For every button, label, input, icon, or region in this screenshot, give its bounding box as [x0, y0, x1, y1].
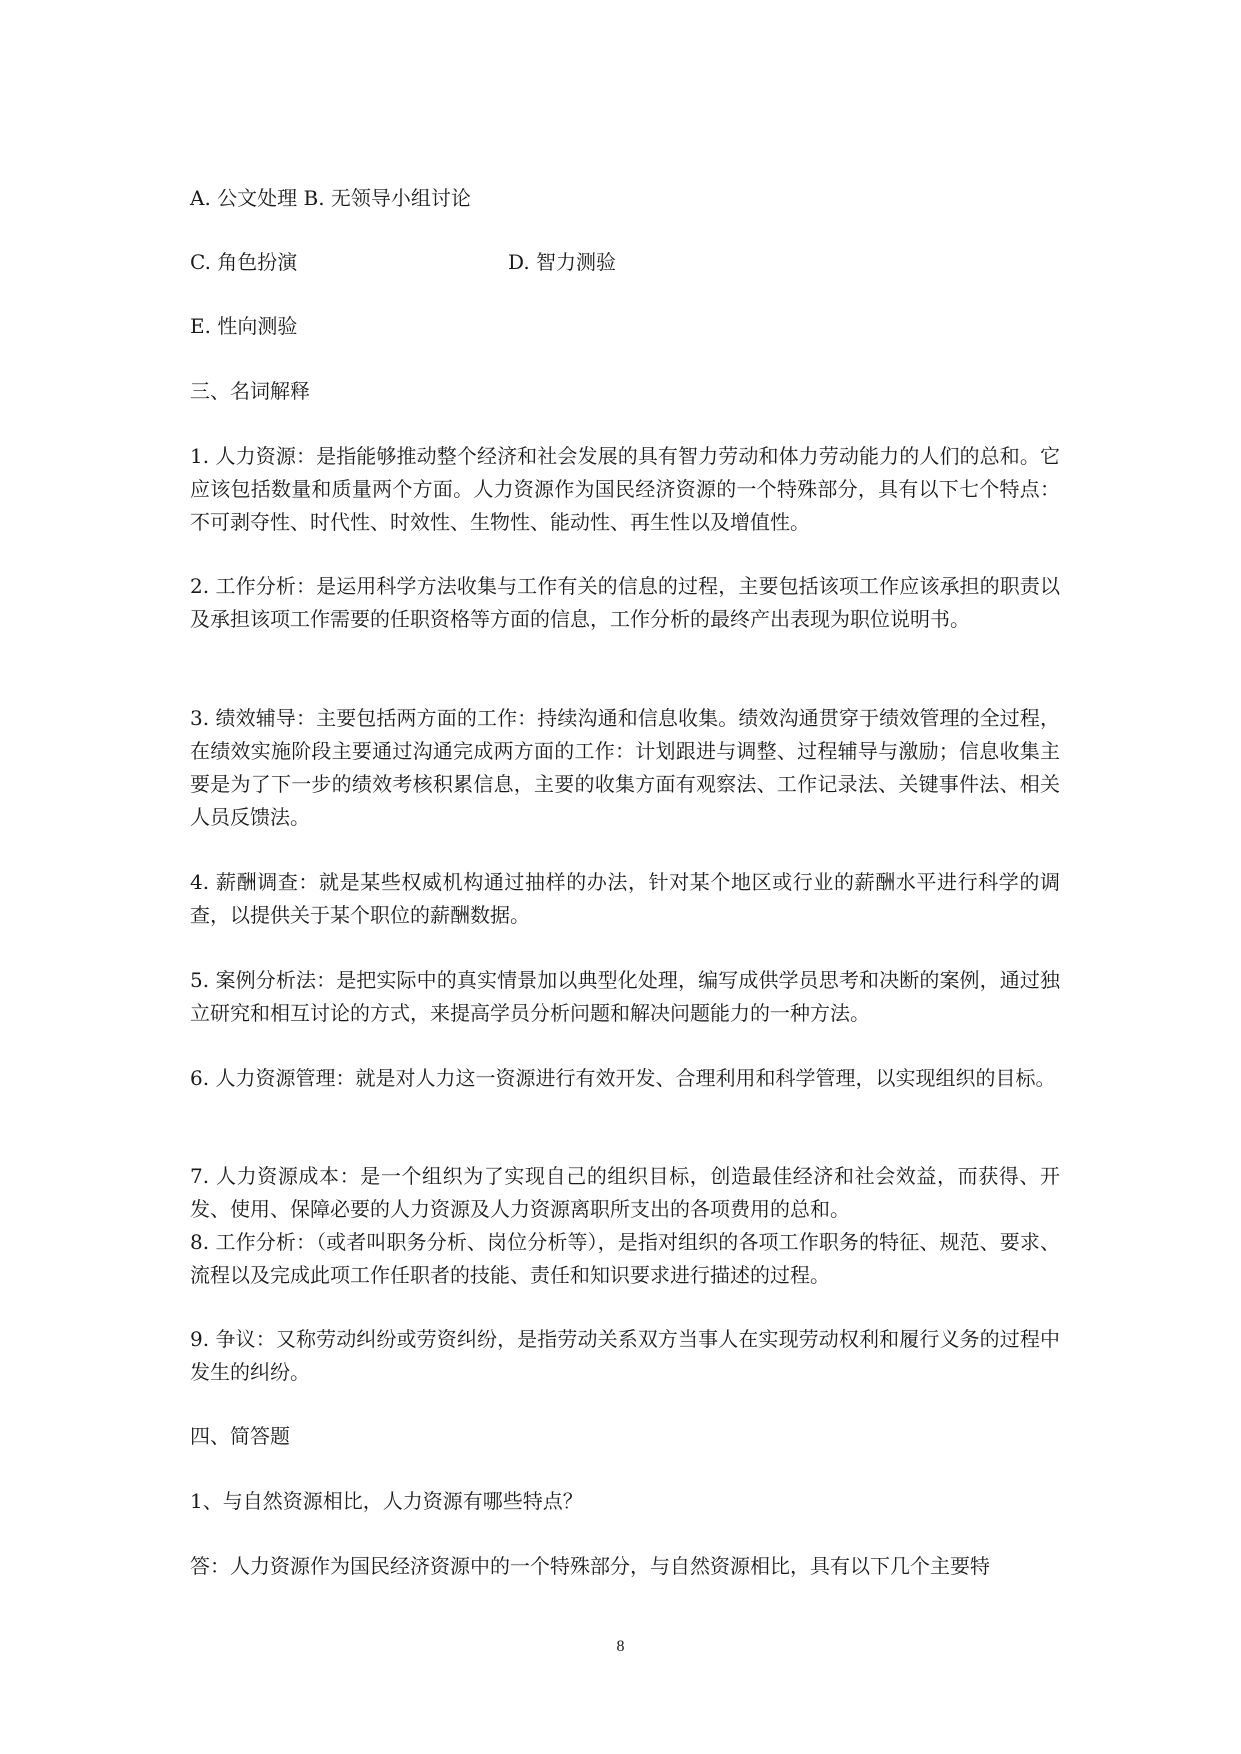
term-item-5: 5. 案例分析法：是把实际中的真实情景加以典型化处理，编写成供学员思考和决断的案例，通过独立研究和相互讨论的方式，来提高学员分析问题和解决问题能力的一种方法。: [190, 968, 1060, 1025]
term-item-6: 6. 人力资源管理：就是对人力这一资源进行有效开发、合理利用和科学管理，以实现组织的目标。: [190, 1066, 1056, 1090]
question-1: 1、与自然资源相比，人力资源有哪些特点？: [190, 1489, 583, 1513]
option-e: E. 性向测验: [190, 314, 298, 338]
answer-1: 答：人力资源作为国民经济资源中的一个特殊部分，与自然资源相比，具有以下几个主要特: [190, 1554, 990, 1578]
term-item-8: 8. 工作分析：（或者叫职务分析、岗位分析等），是指对组织的各项工作职务的特征、规范、要求、流程以及完成此项工作任职者的技能、责任和知识要求进行描述的过程。: [190, 1230, 1060, 1287]
term-item-9: 9. 争议：又称劳动纠纷或劳资纠纷，是指劳动关系双方当事人在实现劳动权利和履行义务的过程中发生的纠纷。: [190, 1327, 1060, 1384]
term-item-7: 7. 人力资源成本：是一个组织为了实现自己的组织目标，创造最佳经济和社会效益，而获得、开发、使用、保障必要的人力资源及人力资源离职所支出的各项费用的总和。: [190, 1164, 1060, 1221]
option-a-b: A. 公文处理 B. 无领导小组讨论: [190, 186, 471, 210]
page-number: 8: [616, 1638, 625, 1655]
term-item-1: 1. 人力资源：是指能够推动整个经济和社会发展的具有智力劳动和体力劳动能力的人们的总和。它应该包括数量和质量两个方面。人力资源作为国民经济资源的一个特殊部分，具有以下七个特点：不可剥夺性、时代性、时效性、生物性、能动性、再生性以及增值性。: [190, 444, 1060, 534]
section-heading-terms: 三、名词解释: [190, 379, 310, 403]
section-heading-short-answer: 四、简答题: [190, 1424, 290, 1448]
term-item-4: 4. 薪酬调查：就是某些权威机构通过抽样的办法，针对某个地区或行业的薪酬水平进行科学的调查，以提供关于某个职位的薪酬数据。: [190, 870, 1060, 927]
term-item-3: 3. 绩效辅导：主要包括两方面的工作：持续沟通和信息收集。绩效沟通贯穿于绩效管理的全过程，在绩效实施阶段主要通过沟通完成两方面的工作：计划跟进与调整、过程辅导与激励；信息收集主要是为了下一步的绩效考核积累信息，主要的收集方面有观察法、工作记录法、关键事件法、相关人员反馈法。: [190, 706, 1060, 829]
term-item-2: 2. 工作分析：是运用科学方法收集与工作有关的信息的过程，主要包括该项工作应该承担的职责以及承担该项工作需要的任职资格等方面的信息，工作分析的最终产出表现为职位说明书。: [190, 574, 1060, 631]
option-c: C. 角色扮演: [190, 250, 298, 274]
option-d: D. 智力测验: [508, 250, 617, 274]
